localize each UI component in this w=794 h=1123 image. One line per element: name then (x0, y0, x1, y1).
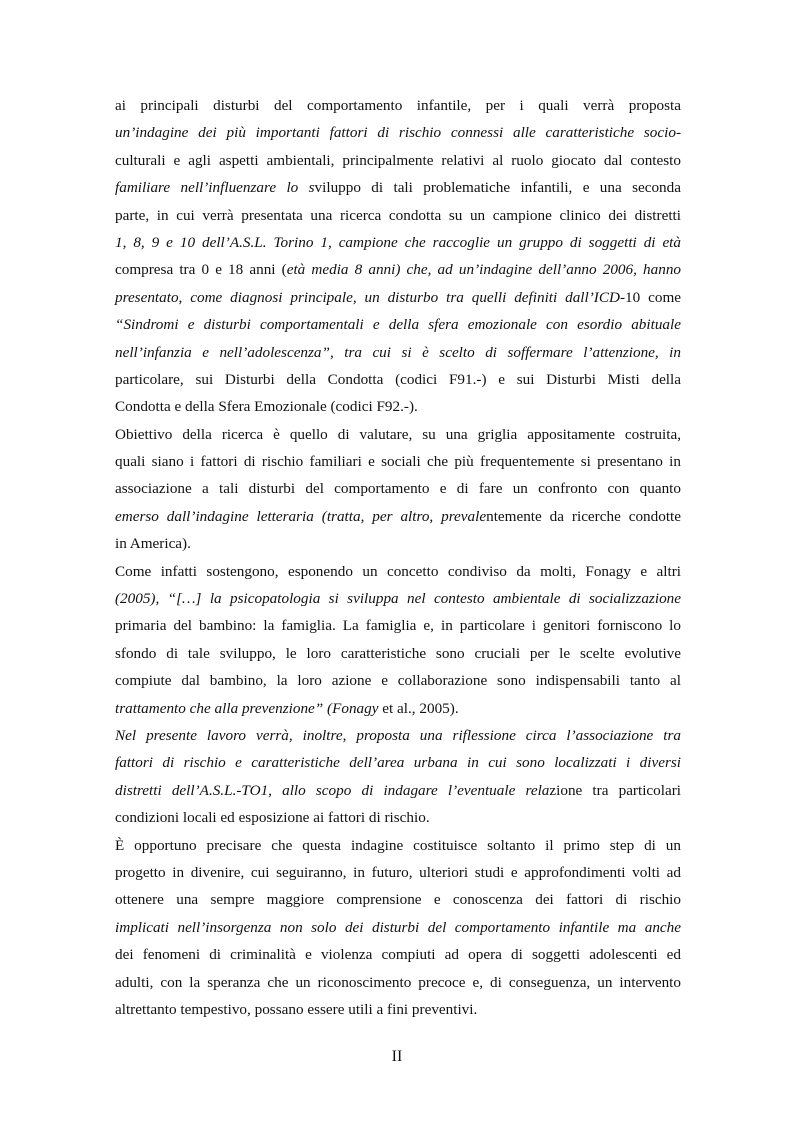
text-segment: ntemente da ricerche condotte (486, 507, 682, 525)
italic-text-segment: 1, 8, 9 e 10 dell’A.S.L. Torino 1, campione che raccoglie un gruppo di soggetti di età (115, 233, 681, 251)
text-line (115, 339, 681, 366)
text-line (115, 558, 681, 585)
text-line (115, 202, 681, 229)
text-line (115, 174, 681, 201)
text-line (115, 612, 681, 639)
text-line (115, 749, 681, 776)
text-segment: culturali e agli aspetti ambientali, principalmente relativi al ruolo giocato dal contesto (115, 151, 681, 169)
text-line (115, 229, 681, 256)
body-text (115, 92, 681, 1023)
text-segment: in America). (115, 535, 191, 553)
text-line (115, 256, 681, 283)
text-segment: compiute dal bambino, la loro azione e collaborazione sono indispensabili tanto al (115, 672, 681, 690)
text-line (115, 311, 681, 338)
text-segment: viluppo di tali problematiche infantili, e una seconda (314, 179, 681, 197)
text-line (115, 832, 681, 859)
text-segment: adulti, con la speranza che un riconoscimento precoce e, di conseguenza, un intervento (115, 973, 681, 991)
text-line (115, 119, 681, 146)
text-segment: dei fenomeni di criminalità e violenza compiuti ad opera di soggetti adolescenti ed (115, 946, 681, 964)
italic-text-segment: età media 8 anni) che, ad un’indagine dell’anno 2006, hanno (286, 261, 682, 279)
text-segment: ai principali disturbi del comportamento infantile, per i quali verrà proposta (115, 97, 681, 114)
italic-text-segment: “Sindromi e disturbi comportamentali e della sfera emozionale con esordio abituale (115, 316, 681, 334)
text-line (115, 585, 681, 612)
italic-text-segment: familiare nell’influenzare lo s (115, 179, 315, 197)
page-number: II (391, 1048, 403, 1065)
text-line (115, 969, 681, 996)
italic-text-segment: implicati nell’insorgenza non solo dei disturbi del comportamento infantile ma anche (115, 918, 681, 936)
text-line (115, 914, 681, 941)
italic-text-segment: emerso dall’indagine letteraria (tratta, per altro, prevale (115, 507, 487, 525)
text-segment: Obiettivo della ricerca è quello di valutare, su una griglia appositamente costruita, (115, 425, 681, 443)
text-line (115, 92, 681, 119)
italic-text-segment: fattori di rischio e caratteristiche dell’area urbana in cui sono localizzati i diversi (115, 754, 681, 772)
text-segment: -10 come (619, 288, 681, 306)
text-line (115, 284, 681, 311)
italic-text-segment: (2005), “[…] la psicopatologia si sviluppa nel contesto ambientale di socializzazione (115, 590, 681, 608)
text-line (115, 941, 681, 968)
text-segment: ottenere una sempre maggiore comprensione e conoscenza dei fattori di rischio (115, 891, 681, 909)
text-line (115, 421, 681, 448)
text-line (115, 530, 681, 557)
text-segment: parte, in cui verrà presentata una ricerca condotta su un campione clinico dei distretti (115, 206, 681, 224)
text-line (115, 147, 681, 174)
italic-text-segment: distretti dell’A.S.L.-TO1, allo scopo di indagare l’eventuale rela (115, 781, 550, 799)
text-segment: particolare, sui Disturbi della Condotta (codici F91.-) e sui Disturbi Misti della (115, 370, 681, 388)
text-segment: progetto in divenire, cui seguiranno, in futuro, ulteriori studi e approfondimenti volti ad (115, 863, 681, 881)
text-line (115, 886, 681, 913)
italic-text-segment: un’indagine dei più importanti fattori di rischio connessi alle caratteristiche socio- (115, 124, 681, 142)
text-line (115, 996, 681, 1023)
text-segment: Come infatti sostengono, esponendo un concetto condiviso da molti, Fonagy e altri (115, 562, 681, 580)
italic-text-segment: nell’infanzia e nell’adolescenza”, tra cui si è scelto di soffermare l’attenzione, in (115, 343, 681, 361)
italic-text-segment: presentato, come diagnosi principale, un disturbo tra quelli definiti dall’ICD (115, 288, 620, 306)
text-line (115, 777, 681, 804)
text-line (115, 804, 681, 831)
text-segment: quali siano i fattori di rischio familiari e sociali che più frequentemente si presentano in (115, 453, 681, 471)
text-line (115, 366, 681, 393)
text-segment: et al., 2005). (378, 699, 459, 717)
text-segment: sfondo di tale sviluppo, le loro caratteristiche sono cruciali per le scelte evolutive (115, 644, 681, 662)
text-line (115, 503, 681, 530)
text-segment: altrettanto tempestivo, possano essere utili a fini preventivi. (115, 1000, 478, 1018)
italic-text-segment: Nel presente lavoro verrà, inoltre, proposta una riflessione circa l’associazione tra (115, 726, 681, 744)
text-segment: associazione a tali disturbi del comportamento e di fare un confronto con quanto (115, 480, 681, 498)
text-segment: compresa tra 0 e 18 anni ( (115, 261, 287, 279)
text-segment: È opportuno precisare che questa indagine costituisce soltanto il primo step di un (115, 836, 681, 854)
italic-text-segment: trattamento che alla prevenzione” (Fonagy (115, 699, 379, 717)
text-segment: Condotta e della Sfera Emozionale (codici F92.-). (115, 398, 418, 416)
text-segment: condizioni locali ed esposizione ai fattori di rischio. (115, 809, 430, 827)
text-line (115, 667, 681, 694)
text-segment: zione tra particolari (549, 781, 682, 799)
text-line (115, 859, 681, 886)
text-line (115, 475, 681, 502)
text-line (115, 448, 681, 475)
text-line (115, 640, 681, 667)
text-segment: primaria del bambino: la famiglia. La famiglia e, in particolare i genitori forniscono lo (115, 617, 681, 635)
text-line (115, 695, 681, 722)
text-line (115, 393, 681, 420)
text-line (115, 722, 681, 749)
